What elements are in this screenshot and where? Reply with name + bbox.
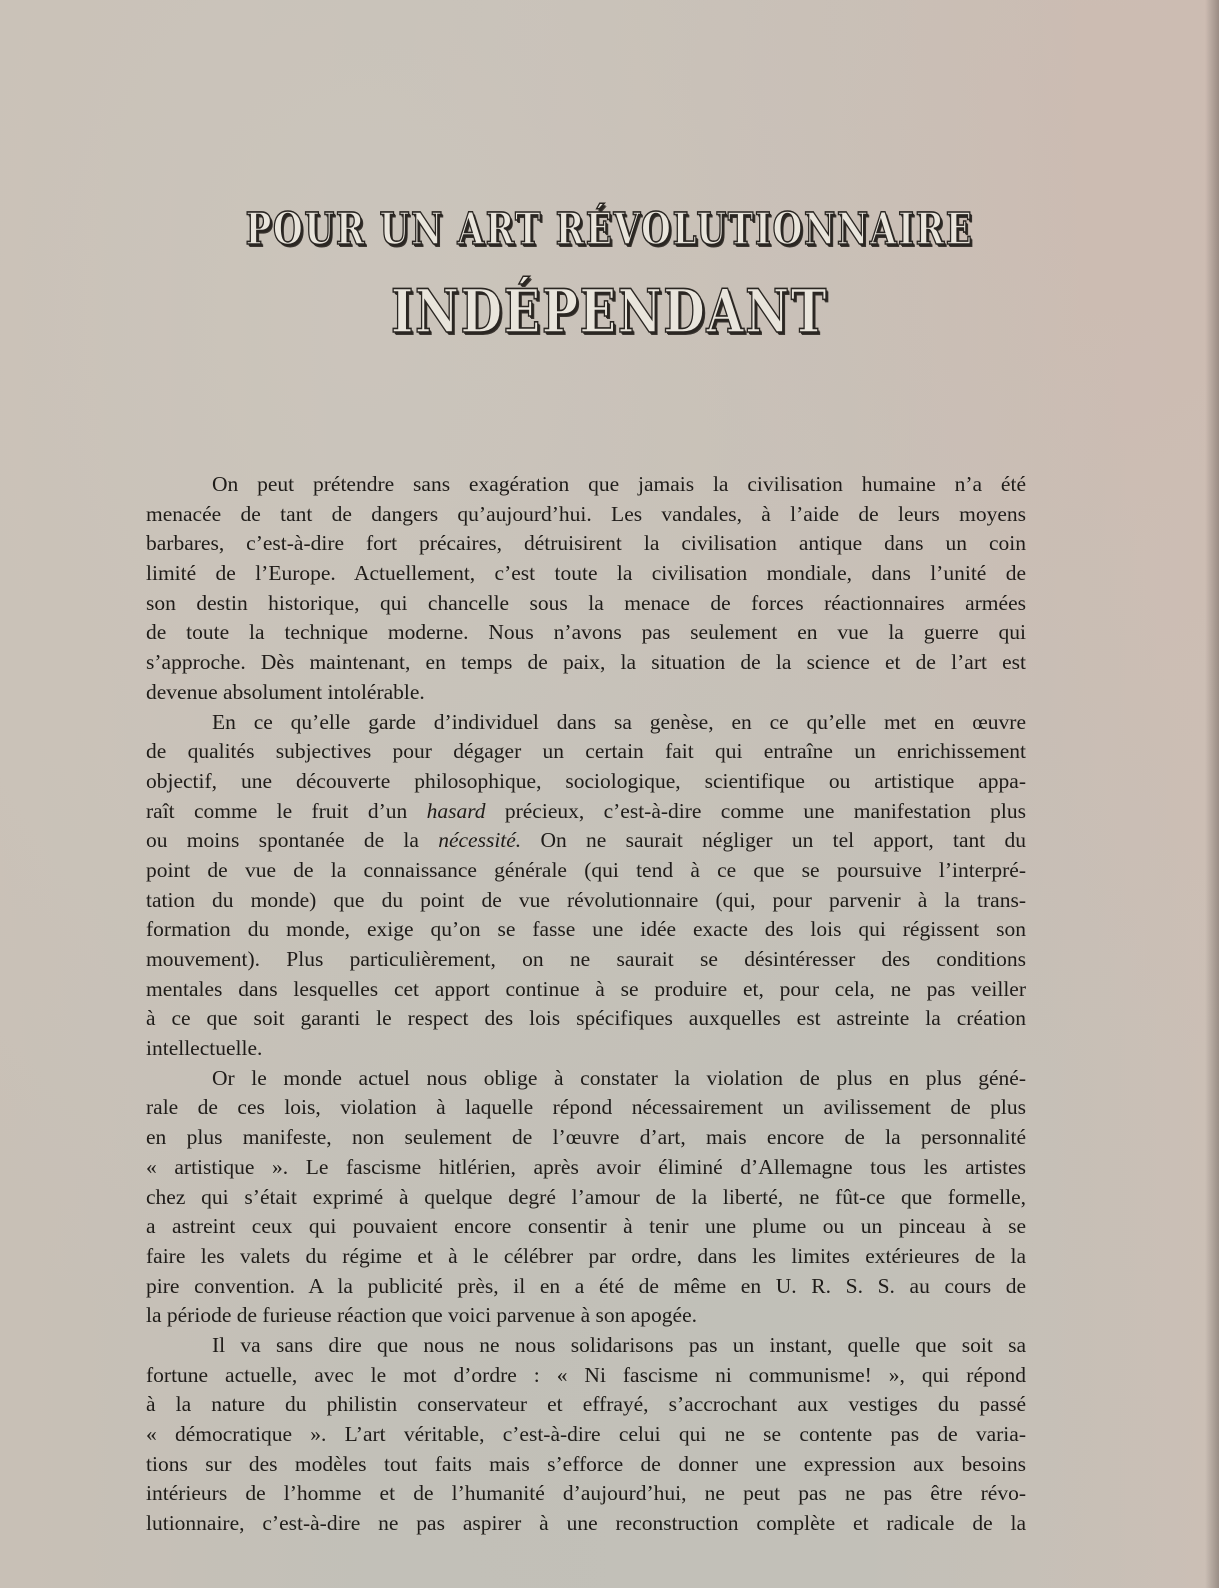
text-line-content: fortune actuelle, avec le mot d’ordre : « Ni fascisme ni communisme! », qui répond	[146, 1362, 1026, 1387]
text-line-content: point de vue de la connaissance générale (qui tend à ce que se poursuive l’interpré-	[146, 857, 1026, 882]
text-line-content: raît comme le fruit d’un hasard précieux, c’est-à-dire comme une manifestation plus	[146, 798, 1026, 823]
title-line-2: INDÉPENDANT	[390, 277, 829, 347]
text-line	[146, 1123, 1026, 1153]
text-line	[146, 1093, 1026, 1123]
text-line	[146, 1450, 1026, 1480]
text-line	[146, 1004, 1026, 1034]
text-line	[146, 678, 1026, 708]
text-line-content: faire les valets du régime et à le célébrer par ordre, dans les limites extérieures de la	[146, 1243, 1026, 1268]
text-line	[146, 618, 1026, 648]
text-line-content: rale de ces lois, violation à laquelle répond nécessairement un avilissement de plus	[146, 1095, 1026, 1120]
text-line-content: mentales dans lesquelles cet apport continue à se produire et, pour cela, ne pas veiller	[146, 976, 1026, 1001]
text-line-content: en plus manifeste, non seulement de l’œuvre d’art, mais encore de la personnalité	[146, 1125, 1026, 1150]
text-line	[146, 1064, 1026, 1094]
paragraph-1	[146, 470, 1026, 708]
text-line-content: s’approche. Dès maintenant, en temps de paix, la situation de la science et de l’art est	[146, 650, 1026, 675]
text-line	[146, 1361, 1026, 1391]
text-line	[146, 470, 1026, 500]
text-line-content: chez qui s’était exprimé à quelque degré l’amour de la liberté, ne fût-ce que formelle,	[146, 1184, 1026, 1209]
text-line-content: Or le monde actuel nous oblige à constater la violation de plus en plus géné-	[212, 1065, 1026, 1090]
text-line	[146, 945, 1026, 975]
text-line-content: pire convention. A la publicité près, il en a été de même en U. R. S. S. au cours de	[146, 1273, 1026, 1298]
text-line	[146, 1390, 1026, 1420]
text-line-content: « démocratique ». L’art véritable, c’est-à-dire celui qui ne se contente pas de varia-	[146, 1422, 1026, 1446]
text-line	[146, 1420, 1026, 1450]
text-line-content: intellectuelle.	[146, 1036, 263, 1061]
article-title	[0, 200, 1219, 352]
text-line-content: lutionnaire, c’est-à-dire ne pas aspirer à une reconstruction complète et radicale de la	[146, 1511, 1026, 1536]
text-line	[146, 826, 1026, 856]
text-line	[146, 1212, 1026, 1242]
text-line	[146, 1272, 1026, 1302]
text-line	[146, 648, 1026, 678]
text-line	[146, 1331, 1026, 1361]
text-line	[146, 708, 1026, 738]
article-body	[146, 470, 1026, 1539]
text-line	[146, 1034, 1026, 1064]
text-line	[146, 1509, 1026, 1539]
text-line	[146, 975, 1026, 1005]
text-line	[146, 915, 1026, 945]
text-line	[146, 797, 1026, 827]
text-line-content: la période de furieuse réaction que voici parvenue à son apogée.	[146, 1303, 697, 1328]
text-line-content: « artistique ». Le fascisme hitlérien, après avoir éliminé d’Allemagne tous les artistes	[146, 1154, 1026, 1179]
text-line	[146, 1301, 1026, 1331]
text-line-content: tions sur des modèles tout faits mais s’efforce de donner une expression aux besoins	[146, 1451, 1026, 1476]
text-line-content: menacée de tant de dangers qu’aujourd’hui. Les vandales, à l’aide de leurs moyens	[146, 501, 1026, 526]
text-line-content: limité de l’Europe. Actuellement, c’est toute la civilisation mondiale, dans l’unité de	[146, 561, 1026, 586]
text-line	[146, 529, 1026, 559]
italic-term: hasard	[426, 798, 486, 823]
text-line-content: En ce qu’elle garde d’individuel dans sa genèse, en ce qu’elle met en œuvre	[212, 709, 1026, 734]
paragraph-2	[146, 708, 1026, 1064]
text-line-content: intérieurs de l’homme et de l’humanité d’aujourd’hui, ne peut pas ne pas être révo-	[146, 1481, 1026, 1506]
text-line-content: On peut prétendre sans exagération que jamais la civilisation humaine n’a été	[212, 472, 1026, 496]
text-line-content: de qualités subjectives pour dégager un certain fait qui entraîne un enrichissement	[146, 739, 1026, 764]
paragraph-4	[146, 1331, 1026, 1539]
paragraph-3	[146, 1064, 1026, 1331]
text-line-content: à la nature du philistin conservateur et effrayé, s’accrochant aux vestiges du passé	[146, 1392, 1026, 1417]
italic-term: nécessité.	[438, 828, 522, 853]
text-line-content: à ce que soit garanti le respect des lois spécifiques auxquelles est astreinte la création	[146, 1006, 1026, 1031]
text-line	[146, 886, 1026, 916]
text-line-content: son destin historique, qui chancelle sous la menace de forces réactionnaires armées	[146, 590, 1026, 615]
text-line-content: formation du monde, exige qu’on se fasse une idée exacte des lois qui régissent son	[146, 917, 1026, 942]
text-line-content: mouvement). Plus particulièrement, on ne saurait se désintéresser des conditions	[146, 947, 1026, 971]
text-line-content: ou moins spontanée de la nécessité. On ne saurait négliger un tel apport, tant du	[146, 828, 1026, 853]
text-line	[146, 1153, 1026, 1183]
text-line-content: objectif, une découverte philosophique, sociologique, scientifique ou artistique appa-	[146, 768, 1026, 793]
text-line-content: de toute la technique moderne. Nous n’avons pas seulement en vue la guerre qui	[146, 620, 1026, 645]
text-line	[146, 856, 1026, 886]
text-line	[146, 737, 1026, 767]
text-line	[146, 1479, 1026, 1509]
text-line-content: tation du monde) que du point de vue révolutionnaire (qui, pour parvenir à la trans-	[146, 887, 1026, 912]
text-line	[146, 767, 1026, 797]
text-line	[146, 1242, 1026, 1272]
title-line-1: POUR UN ART RÉVOLUTIONNAIRE	[245, 204, 974, 255]
text-line-content: a astreint ceux qui pouvaient encore consentir à tenir une plume ou un pinceau à se	[146, 1214, 1026, 1239]
text-line-content: Il va sans dire que nous ne nous solidarisons pas un instant, quelle que soit sa	[212, 1332, 1026, 1357]
text-line	[146, 589, 1026, 619]
text-line	[146, 559, 1026, 589]
text-line-content: barbares, c’est-à-dire fort précaires, détruisirent la civilisation antique dans un coin	[146, 531, 1026, 556]
text-line	[146, 1183, 1026, 1213]
text-line-content: devenue absolument intolérable.	[146, 679, 425, 704]
text-line	[146, 500, 1026, 530]
